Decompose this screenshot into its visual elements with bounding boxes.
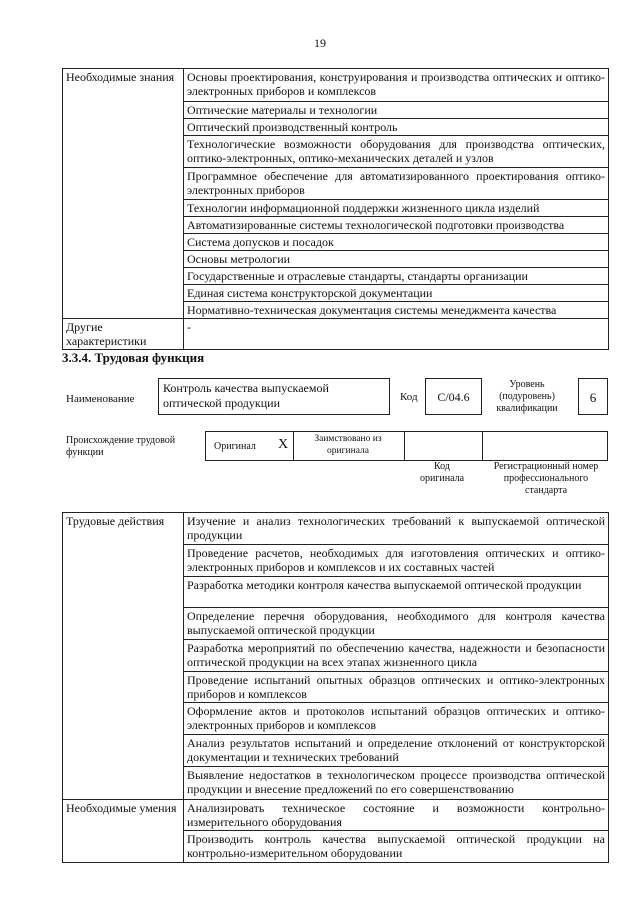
code-value: C/04.6 — [425, 378, 482, 415]
other-characteristics-label: Другие характеристики — [63, 319, 184, 350]
borrowed-label: Заимствовано из оригинала — [314, 434, 382, 456]
skill-item: Производить контроль качества выпускаемой оптической продукции на контрольно-измерительном оборудовании — [184, 831, 609, 863]
knowledge-item: Государственные и отраслевые стандарты, стандарты организации — [184, 268, 609, 285]
action-item: Проведение испытаний опытных образцов оптических и оптико-электронных приборов и комплексов — [184, 672, 609, 703]
actions-table — [62, 512, 609, 863]
knowledge-table — [62, 68, 609, 350]
section-title: 3.3.4. Трудовая функция — [62, 350, 205, 365]
knowledge-item: Нормативно-техническая документация системы менеджмента качества — [184, 302, 609, 319]
knowledge-item: Единая система конструкторской документации — [184, 285, 609, 302]
divider — [293, 431, 294, 461]
name-value: Контроль качества выпускаемой оптической продукции — [158, 378, 390, 415]
origin-label: Происхождение трудовой функции — [66, 435, 176, 458]
original-mark: X — [278, 437, 289, 452]
reg-number-label: Регистрационный номер профессионального стандарта — [493, 461, 599, 496]
divider — [404, 431, 405, 461]
actions-label: Трудовые действия — [63, 513, 184, 800]
knowledge-item: Автоматизированные системы технологической подготовки производства — [184, 217, 609, 234]
action-item: Определение перечня оборудования, необходимого для контроля качества выпускаемой оптической продукции — [184, 608, 609, 640]
knowledge-item: Оптические материалы и технологии — [184, 102, 609, 119]
divider — [482, 431, 483, 461]
action-item: Проведение расчетов, необходимых для изготовления оптических и оптико-электронных приборов и комплексов и их составных частей — [184, 545, 609, 577]
knowledge-item: Программное обеспечение для автоматизированного проектирования оптико-электронных приборов — [184, 168, 609, 200]
knowledge-item: Оптический производственный контроль — [184, 119, 609, 136]
page-number: 19 — [314, 36, 326, 50]
original-label: Оригинал — [214, 441, 256, 452]
level-label: Уровень (подуровень) квалификации — [496, 379, 558, 414]
knowledge-item: Технологические возможности оборудования для производства оптических, оптико-электронных, оптико-механических деталей и узлов — [184, 136, 609, 168]
code-original-label: Код оригинала — [419, 461, 465, 484]
knowledge-item: Основы метрологии — [184, 251, 609, 268]
action-item: Изучение и анализ технологических требований к выпускаемой оптической продукции — [184, 513, 609, 545]
action-item: Разработка методики контроля качества выпускаемой оптической продукции — [184, 577, 609, 608]
action-item: Разработка мероприятий по обеспечению качества, надежности и безопасности оптической продукции на всех этапах жизненного цикла — [184, 640, 609, 672]
action-item: Оформление актов и протоколов испытаний образцов оптических и оптико-электронных приборов и комплексов — [184, 703, 609, 735]
other-characteristics-value: - — [184, 319, 609, 350]
origin-box — [205, 431, 608, 461]
knowledge-label: Необходимые знания — [63, 69, 184, 319]
code-label: Код — [400, 391, 418, 403]
action-item: Анализ результатов испытаний и определение отклонений от конструкторской документации и технических требований — [184, 735, 609, 767]
name-label: Наименование — [66, 393, 135, 405]
skill-item: Анализировать техническое состояние и возможности контрольно-измерительного оборудования — [184, 800, 609, 831]
skills-label: Необходимые умения — [63, 800, 184, 863]
knowledge-item: Основы проектирования, конструирования и производства оптических и оптико-электронных приборов и комплексов — [184, 69, 609, 102]
knowledge-item: Система допусков и посадок — [184, 234, 609, 251]
knowledge-item: Технологии информационной поддержки жизненного цикла изделий — [184, 200, 609, 217]
level-value: 6 — [578, 378, 608, 415]
action-item: Выявление недостатков в технологическом процессе производства оптической продукции и внесение предложений по его совершенствованию — [184, 767, 609, 800]
